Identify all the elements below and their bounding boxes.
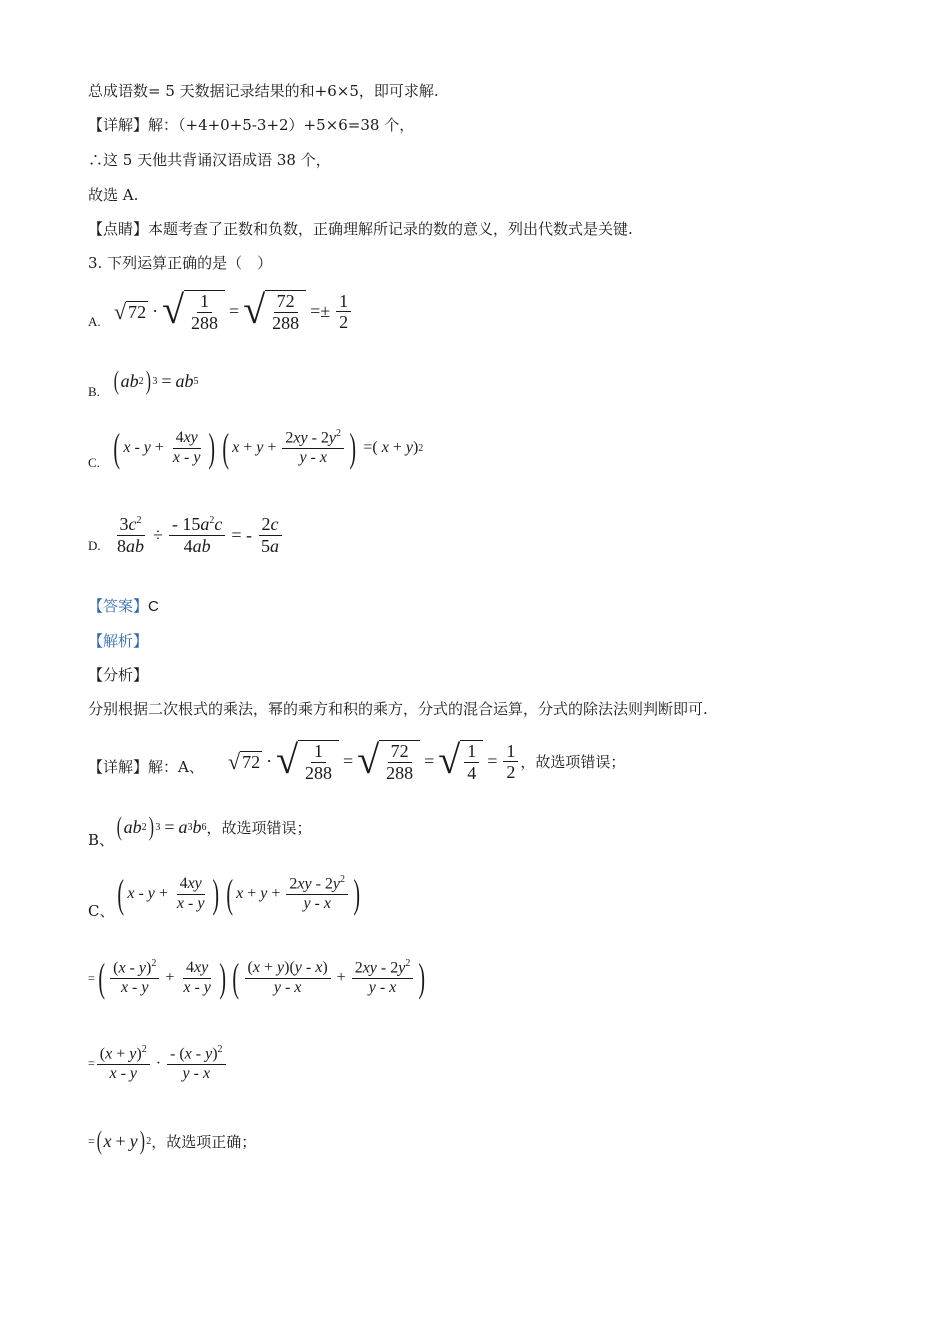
option-a-label: A.: [88, 314, 101, 329]
text-line-2: 【详解】解：（+4+0+5-3+2）+5×6=38 个，: [88, 116, 415, 134]
final-suffix: ，故选项正确；: [151, 1132, 257, 1151]
step-1-formula: = ( $\frac{(x - y)^2}{x - y}$ + $\frac{4xy}{x - y}$ ) ( $\frac{(x + y)(y - x)}{y - x}$ + $\frac{2xy - 2y^2}{y - x}$ ): [88, 955, 426, 1000]
detail-a-suffix: ，故选项错误；: [520, 753, 626, 772]
text-line-5: 【点睛】本题考查了正数和负数，正确理解所记录的数的意义，列出代数式是关键.: [88, 220, 633, 238]
detail-a-prefix: 【详解】解：A、: [88, 758, 204, 776]
detail-b-formula: ( ab 2 ) 3 = a 3 b 6 ，故选项错误；: [116, 812, 312, 841]
text-line-4: 故选 A.: [88, 186, 139, 204]
detail-c-formula: ( x - y + $\frac{4xy}{x - y}$ ) ( x + y + $\frac{2xy - 2y^2}{y - x}$ ): [117, 871, 361, 916]
answer-line: [88, 595, 159, 616]
answer-value: C: [148, 598, 159, 615]
option-a-formula: √ 72 · √ $\frac{1}{288}$ = √ $\frac{72}{288}$ =± $\frac{1}{2}$: [114, 290, 353, 333]
text-line-3: ∴这 5 天他共背诵汉语成语 38 个，: [88, 151, 331, 169]
step-2-formula: = $\frac{(x + y)^2}{x - y}$ · $\frac{- (x - y)^2}{y - x}$: [88, 1044, 228, 1083]
option-c-label: C.: [88, 455, 100, 470]
fenxi-text: 分别根据二次根式的乘法，幂的乘方和积的乘方，分式的混合运算，分式的除法法则判断即可.: [88, 700, 708, 718]
detail-b-prefix: B、: [88, 831, 115, 849]
question-stem: 3. 下列运算正确的是（ ）: [88, 254, 273, 272]
step-3-formula: = ( x + y ) 2 ，故选项正确；: [88, 1126, 257, 1155]
option-d-formula: $\frac{3c^2}{8ab}$ ÷ $\frac{- 15a^2c}{4ab}$ = - $\frac{2c}{5a}$: [112, 514, 284, 556]
option-b-label: B.: [88, 384, 100, 399]
detail-c-prefix: C、: [88, 902, 115, 920]
analysis-tag: 【解析】: [88, 632, 149, 650]
fenxi-tag: 【分析】: [88, 666, 149, 684]
option-d-label: D.: [88, 538, 101, 553]
detail-a-formula: √ 72 · √ $\frac{1}{288}$ = √ $\frac{72}{288}$ = √ $\frac{1}{4}$ = $\frac{1}{2}$ ，故选项错误；: [228, 737, 626, 783]
option-b-formula: ( ab 2 ) 3 = ab 5: [113, 366, 199, 395]
detail-b-suffix: ，故选项错误；: [206, 818, 312, 837]
option-c-formula: ( x - y + $\frac{4xy}{x - y}$ ) ( x + y + $\frac{2xy - 2y^2}{y - x}$ ) =( x + y ) 2: [113, 425, 424, 470]
text-line-1: 总成语数= 5 天数据记录结果的和+6×5，即可求解.: [88, 82, 439, 100]
answer-tag: 【答案】: [88, 597, 149, 615]
